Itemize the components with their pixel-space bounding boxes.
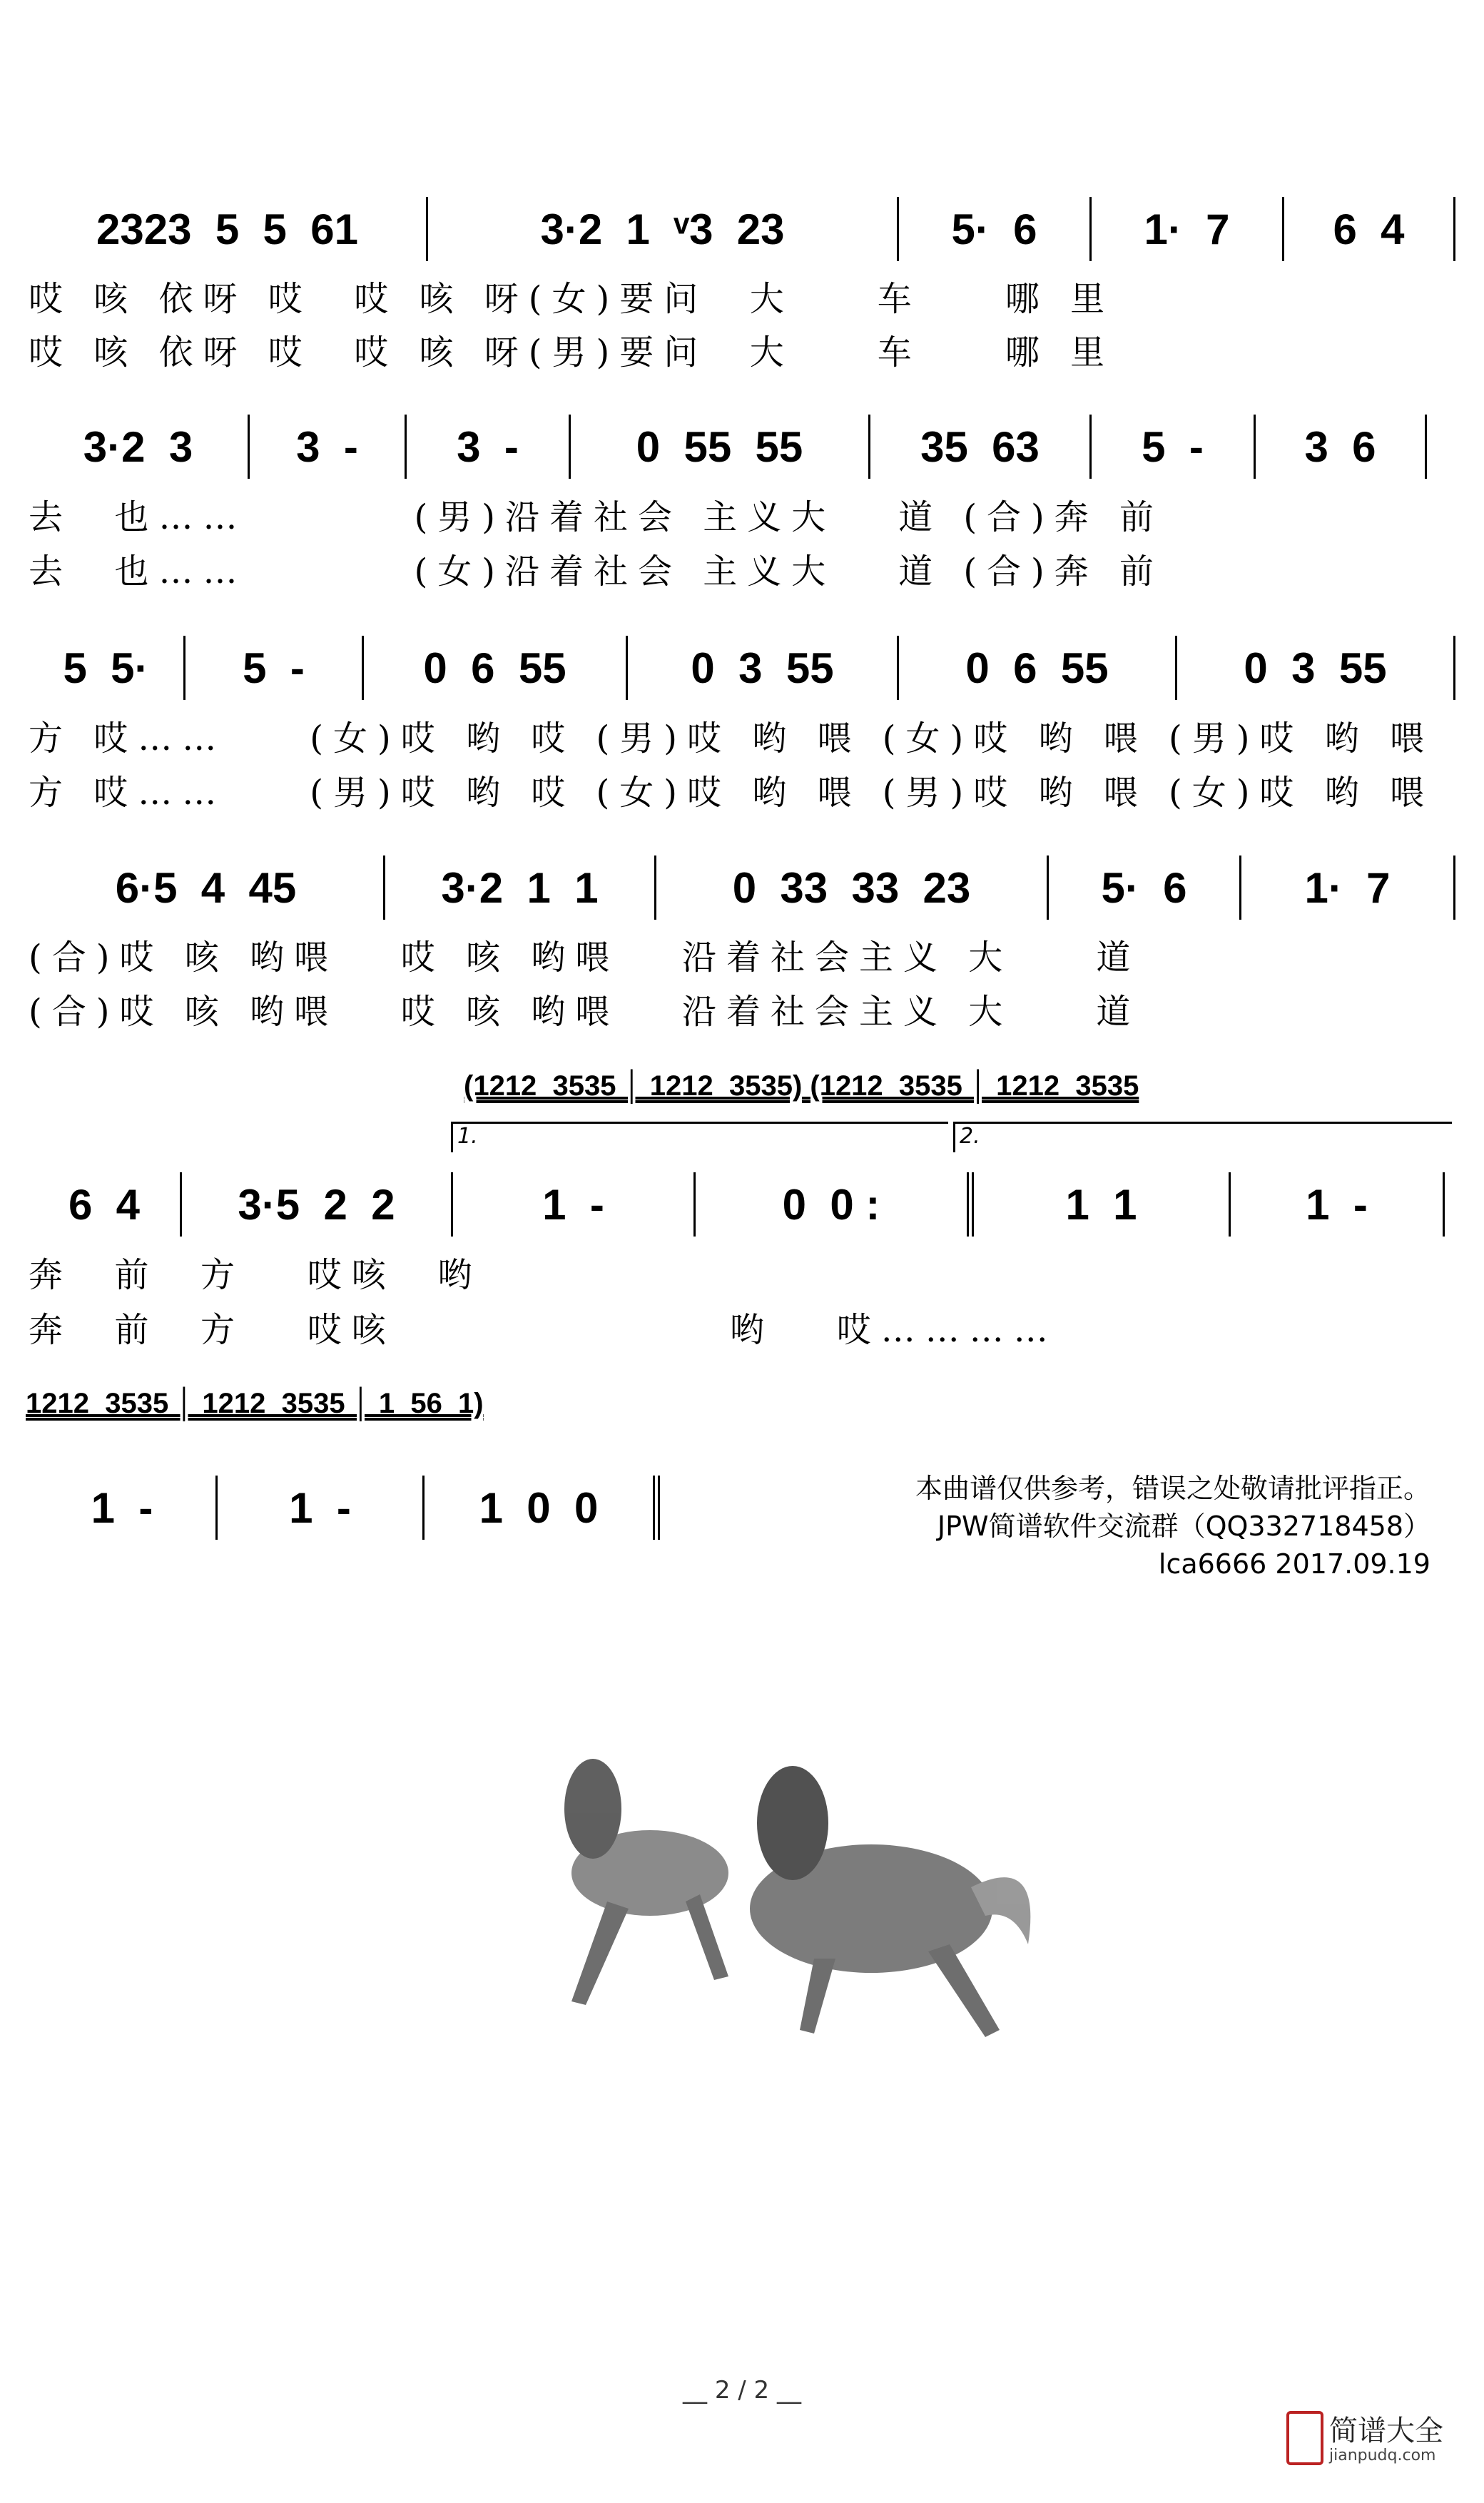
measure: 0 3 55 bbox=[628, 636, 899, 700]
measure: 6 4 bbox=[29, 1172, 182, 1237]
measure: 1· 7 bbox=[1241, 856, 1455, 920]
row-5-notes bbox=[29, 1172, 1455, 1237]
measure: 3·2 1 1 bbox=[385, 856, 656, 920]
measure: 2323 5 5 61 bbox=[29, 197, 428, 261]
measure: 6 4 bbox=[1284, 197, 1455, 261]
lyrics-line: 方 哎…… (男)哎 哟 哎 (女)哎 哟 喂 (男)哎 哟 喂 (女)哎 哟 喂 bbox=[29, 773, 1434, 813]
measure: 1 - bbox=[218, 1476, 425, 1540]
measure: 1 0 0 bbox=[425, 1476, 660, 1540]
volta-2: 2. bbox=[953, 1122, 1452, 1152]
measure: 0 3 55 bbox=[1177, 636, 1455, 700]
piano-icon bbox=[1286, 2411, 1323, 2465]
measure: 1 - bbox=[453, 1172, 696, 1237]
row-1-notes bbox=[29, 197, 1455, 261]
logo-url: jianpudq.com bbox=[1329, 2447, 1436, 2464]
credit-line: lca6666 2017.09.19 bbox=[1158, 1548, 1430, 1580]
measure: 5 - bbox=[1092, 415, 1256, 479]
volta-1: 1. bbox=[451, 1122, 948, 1152]
measure: 3 - bbox=[407, 415, 571, 479]
lyrics-line: 方 哎…… (女)哎 哟 哎 (男)哎 哟 喂 (女)哎 哟 喂 (男)哎 哟 喂 bbox=[29, 719, 1434, 758]
horses-illustration bbox=[529, 1745, 1066, 2045]
measure: 35 63 bbox=[870, 415, 1092, 479]
measure: 3·5 2 2 bbox=[182, 1172, 453, 1237]
lyrics-line: (合)哎 咳 哟喂 哎 咳 哟喂 沿着社会主义 大 道 bbox=[29, 992, 1141, 1032]
measure: 3·2 1 ᵛ3 23 bbox=[428, 197, 899, 261]
measure: 6·5 4 45 bbox=[29, 856, 385, 920]
lyrics-line: 去 也…… (男)沿着社会 主义大 道 (合)奔 前 bbox=[29, 497, 1164, 537]
measure: 5· 6 bbox=[1049, 856, 1241, 920]
measure: 0 33 33 23 bbox=[656, 856, 1049, 920]
credit-line: 本曲谱仅供参考，错误之处敬请批评指正。 bbox=[915, 1473, 1430, 1504]
lyrics-line: (合)哎 咳 哟喂 哎 咳 哟喂 沿着社会主义 大 道 bbox=[29, 938, 1141, 978]
lyrics-line: 哎 咳 依呀 哎 哎 咳 呀(女)要问 大 车 哪 里 bbox=[29, 279, 1115, 319]
site-logo bbox=[1286, 2408, 1476, 2471]
measure: 3 6 bbox=[1256, 415, 1427, 479]
lyrics-line: 奔 前 方 哎咳 哟 哎………… bbox=[29, 1310, 1058, 1350]
credits bbox=[853, 1470, 1430, 1583]
interlude-line: 1212 3535 │ 1212 3535 │ 1 56 1) bbox=[26, 1388, 484, 1419]
measure: 3 - bbox=[250, 415, 407, 479]
measure: 5 - bbox=[186, 636, 364, 700]
measure: 0 0 : bbox=[696, 1172, 974, 1237]
measure: 1· 7 bbox=[1092, 197, 1284, 261]
lyrics-line: 去 也…… (女)沿着社会 主义大 道 (合)奔 前 bbox=[29, 552, 1164, 592]
row-3-notes bbox=[29, 636, 1455, 700]
lyrics-line: 奔 前 方 哎咳 哟 bbox=[29, 1255, 482, 1295]
measure: 0 6 55 bbox=[899, 636, 1177, 700]
lyrics-line: 哎 咳 依呀 哎 哎 咳 呀(男)要问 大 车 哪 里 bbox=[29, 332, 1115, 372]
measure: 0 55 55 bbox=[571, 415, 870, 479]
measure: 3·2 3 bbox=[29, 415, 250, 479]
measure: 1 1 bbox=[974, 1172, 1231, 1237]
measure: 1 - bbox=[29, 1476, 218, 1540]
row-4-notes bbox=[29, 856, 1455, 920]
page-number: __ 2 / 2 __ bbox=[683, 2376, 801, 2405]
interlude-line: (1212 3535 │ 1212 3535) (1212 3535 │ 1212 3535 bbox=[464, 1070, 1139, 1102]
row-6-notes bbox=[29, 1476, 660, 1540]
measure: 5 5· bbox=[29, 636, 186, 700]
measure: 5· 6 bbox=[899, 197, 1092, 261]
row-2-notes bbox=[29, 415, 1455, 479]
measure: 1 - bbox=[1231, 1172, 1445, 1237]
logo-title: 简谱大全 bbox=[1329, 2415, 1443, 2447]
credit-line: JPW简谱软件交流群（QQ332718458） bbox=[937, 1511, 1430, 1542]
measure: 0 6 55 bbox=[364, 636, 628, 700]
